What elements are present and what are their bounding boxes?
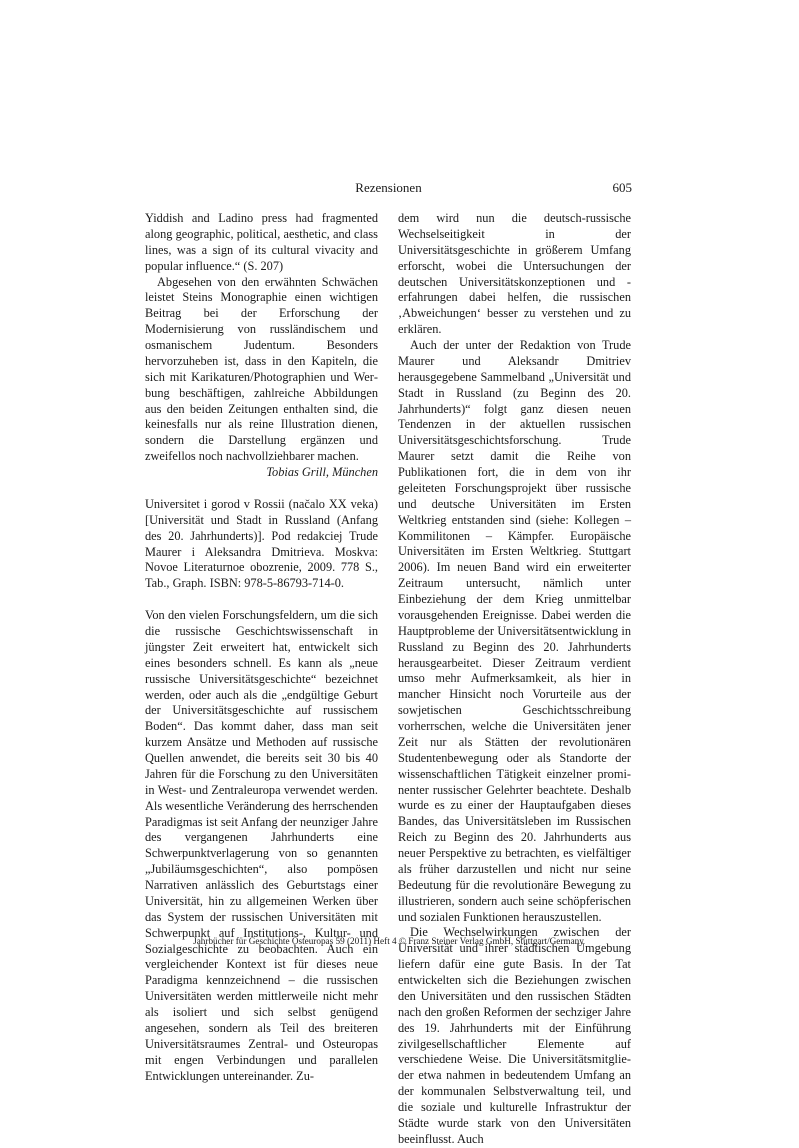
reviewer-signature: Tobias Grill, München	[266, 465, 378, 479]
page-header	[145, 180, 632, 198]
right-column	[398, 211, 631, 1148]
paragraph-continuation: dem wird nun die deutsch-russische Wechselseitigkeit in der Universitätsgeschichte in größerem Umfang erforscht, wobei die Untersuchungen der deutschen Universitätskonzeptionen und -erfahrungen dabei helfen, die russischen ‚Abweichungen‘ besser zu verstehen und zu erklären.	[398, 211, 631, 337]
book-bibliography: Universitet i gorod v Rossii (načalo XX veka) [Universität und Stadt in Russland (Anfang des 20. Jahrhunderts)]. Pod redakciej Trude Maurer i Aleksandra Dmitrieva. Moskva: Novoe Literaturnoe obozrenie, 2009. 778 S., Tab., Graph. ISBN: 978-5-86793-714-0.	[145, 496, 378, 591]
review-opening-paragraph: Von den vielen Forschungsfeldern, um die sich die russische Geschichtswissenschaft in jüngster Zeit erweitert hat, entwickelt sich eines besonders schnell. Es kann als „neue russische Universitätsgeschichte“ bezeichnet werden, oder auch als die „endgültige Geburt der Universitätsgeschichte auf russischem Boden“. Das kommt daher, dass man seit kurzem Ansätze und Methoden auf russische Quellen anwendet, die bereits seit 30 bis 40 Jahren für die Forschung zu den Universitäten in West- und Zentraleuropa verwendet werden. Als wesentliche Veränderung des herrschenden Paradigmas ist seit Anfang der neunziger Jahre des vergangenen Jahrhunderts eine Schwerpunktverlagerung von so genannten „Jubiläumsgeschichten“, also pompösen Narrativen anlässlich des Geburtstags einer Universität, hin zu allgemeinen Werken über das System der russischen Universitäten mit Schwerpunkt auf Institutions-, Kultur- und Sozialgeschichte zu beobachten. Auch ein vergleichender Kontext ist für dieses neue Paradigma kennzeichnend – die russischen Universitäten werden mittlerweile nicht mehr als isoliert und sich selbst genügend angesehen, sondern als Teil des breiteren Universitätsraumes Zentral- und Osteuropas mit engen Verbindungen und parallelen Entwicklungen untereinander. Zu-	[145, 608, 378, 1083]
running-title: Rezensionen	[355, 180, 422, 195]
body-paragraph: Die Wechselwirkungen zwischen der Universität und ihrer städtischen Umgebung liefern dafür eine gute Basis. In der Tat entwickelten sich die Beziehungen zwischen den Universitäten und den russischen Städten nach den großen Reformen der sechziger Jahre des 19. Jahrhunderts mit der Einführung zivilgesellschaftlicher Elemente auf verschiedene Weise. Die Universitätsmitglieder etwa nahmen in bedeutendem Umfang an der kommunalen Selbstverwaltung teil, und die soziale und kulturelle Infrastruktur der Städte wurde stark von den Universitäten beeinflusst. Auch	[398, 925, 631, 1146]
page-footer: Jahrbücher für Geschichte Osteuropas 59 (2011) Heft 4 © Franz Steiner Verlag GmbH, Stuttgart/Germany	[193, 936, 584, 946]
body-paragraph: Auch der unter der Redaktion von Trude Maurer und Aleksandr Dmitriev herausgegebene Sammelband „Universität und Stadt in Russland (zu Beginn des 20. Jahrhunderts)“ folgt ganz diesen neuen Tendenzen in der aktuellen russischen Universitätsgeschichtsforschung. Trude Maurer setzt damit die Reihe von Publikationen fort, die in dem von ihr geleiteten Forschungsprojekt über russische und deutsche Universitäten im Ersten Weltkrieg entstanden sind (siehe: Kollegen – Kommilitonen – Kämpfer. Europäische Universitäten im Ersten Weltkrieg. Stuttgart 2006). Im neuen Band wird ein erweiterter Zeitraum untersucht, nämlich unter Einbeziehung der dem Krieg unmittelbar vorausgehenden Ereignisse. Dabei werden die Hauptprobleme der Universitätsentwicklung in Russland zu Beginn des 20. Jahrhunderts herausgearbeitet. Dieser Zeitraum verdient umso mehr Aufmerksamkeit, als hier in mancher Hinsicht noch Vorurteile aus der sowjetischen Geschichtsschreibung vorherrschen, welche die Universitäten jener Zeit nur als Stätten der revolutionären Studentenbewegung oder als Standorte der wissenschaftlichen Tätigkeit einzelner prominenter russischer Gelehrter beachtete. Deshalb wurde es zu einer der Hauptaufgaben dieses Bandes, das Universitätsleben im Russischen Reich zu Beginn des 20. Jahrhunderts aus neuer Perspektive zu betrachten, es vielfältiger als früher darzustellen und nicht nur seine Bedeutung für die revolutionäre Bewegung zu illustrieren, sondern auch seine schöpferischen und sozialen Funktionen herauszustellen.	[398, 338, 631, 924]
page-number: 605	[612, 180, 632, 195]
review-conclusion-paragraph: Abgesehen von den erwähnten Schwächen leistet Steins Monographie einen wichtigen Beitrag bei der Erforschung der Modernisierung von russländischem und osmanischem Judentum. Besonders hervorzuheben ist, dass in den Kapiteln, die sich mit Karikaturen/Photographien und Werbung beschäftigen, zahlreiche Abbildungen aus den beiden Zeitungen enthalten sind, die keinesfalls nur als reine Illustration dienen, sondern die Darstellung ergänzen und zweifellos noch nachvollziehbarer machen.	[145, 274, 378, 464]
quote-continuation: Yiddish and Ladino press had fragmented along geographic, political, aesthetic, and class lines, was a sign of its cultural vivacity and popular influence.“ (S. 207)	[145, 211, 378, 273]
left-column	[145, 211, 378, 1084]
